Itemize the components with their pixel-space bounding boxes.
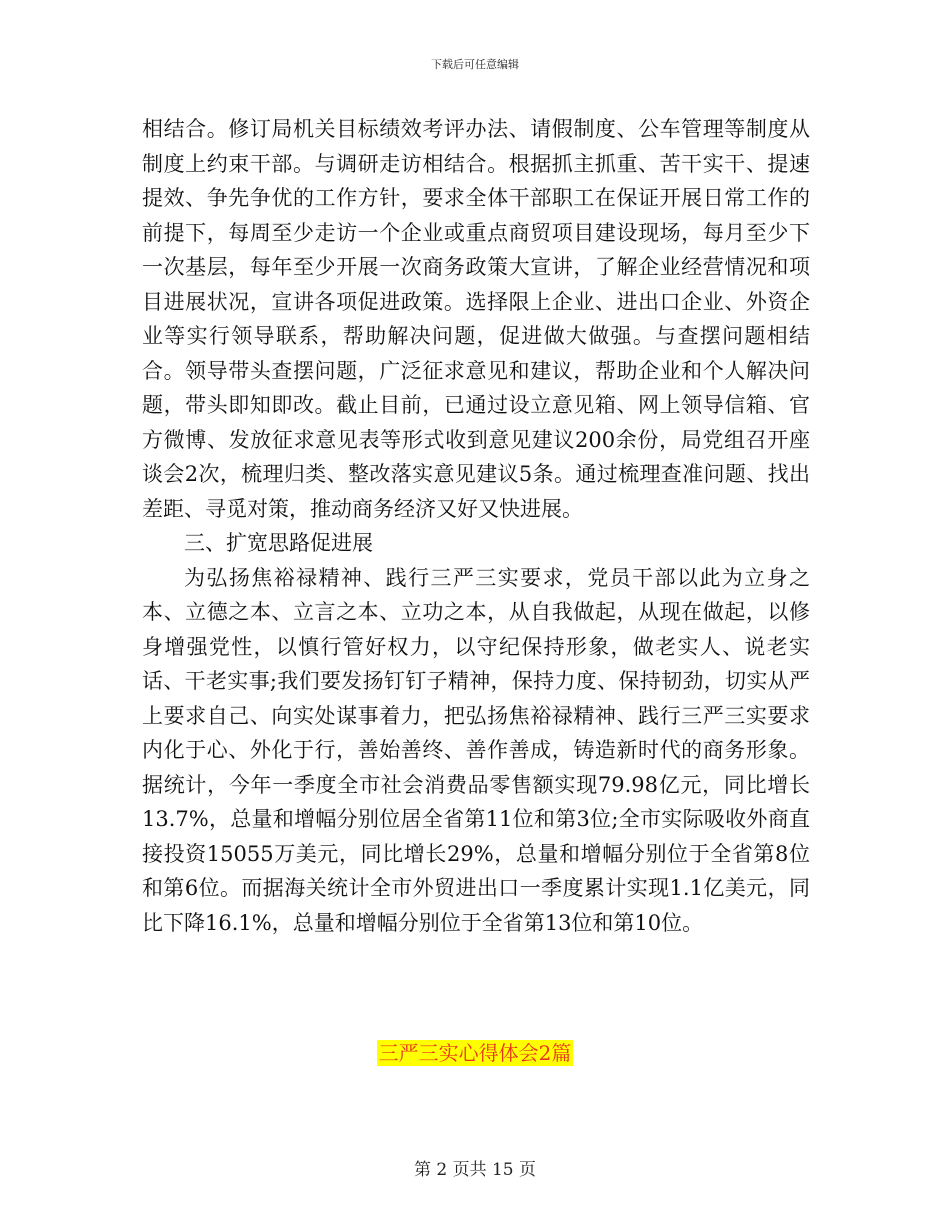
highlighted-title-container (0, 1040, 950, 1066)
page-header: 下载后可任意编辑 (431, 58, 519, 71)
page-footer: 第 2 页共 15 页 (413, 1160, 537, 1180)
highlighted-title: 三严三实心得体会2篇 (378, 1041, 572, 1065)
body-paragraph-continuation: 相结合。修订局机关目标绩效考评办法、请假制度、公车管理等制度从制度上约束干部。与调研走访相结合。根据抓主抓重、苦干实干、提速提效、争先争优的工作方针，要求全体干部职工在保证开展日常工作的前提下，每周至少走访一个企业或重点商贸项目建设现场，每月至少下一次基层，每年至少开展一次商务政策大宣讲，了解企业经营情况和项目进展状况，宣讲各项促进政策。选择限上企业、进出口企业、外资企业等实行领导联系，帮助解决问题，促进做大做强。与查摆问题相结合。领导带头查摆问题，广泛征求意见和建议，帮助企业和个人解决问题，带头即知即改。截止目前，已通过设立意见箱、网上领导信箱、官方微博、发放征求意见表等形式收到意见建议200余份，局党组召开座谈会2次，梳理归类、整改落实意见建议5条。通过梳理查准问题、找出差距、寻觅对策，推动商务经济又好又快进展。 (142, 117, 810, 521)
section-heading: 三、扩宽思路促进展 (184, 531, 373, 555)
body-paragraph: 为弘扬焦裕禄精神、践行三严三实要求，党员干部以此为立身之本、立德之本、立言之本、立功之本，从自我做起，从现在做起，以修身增强党性，以慎行管好权力，以守纪保持形象，做老实人、说老实话、干老实事;我们要发扬钉钉子精神，保持力度、保持韧劲，切实从严上要求自己、向实处谋事着力，把弘扬焦裕禄精神、践行三严三实要求内化于心、外化于行，善始善终、善作善成，铸造新时代的商务形象。据统计，今年一季度全市社会消费品零售额实现79.98亿元，同比增长13.7%，总量和增幅分别位居全省第11位和第3位;全市实际吸收外商直接投资15055万美元，同比增长29%，总量和增幅分别位于全省第8位和第6位。而据海关统计全市外贸进出口一季度累计实现1.1亿美元，同比下降16.1%，总量和增幅分别位于全省第13位和第10位。 (142, 565, 810, 935)
document-body (142, 112, 810, 940)
